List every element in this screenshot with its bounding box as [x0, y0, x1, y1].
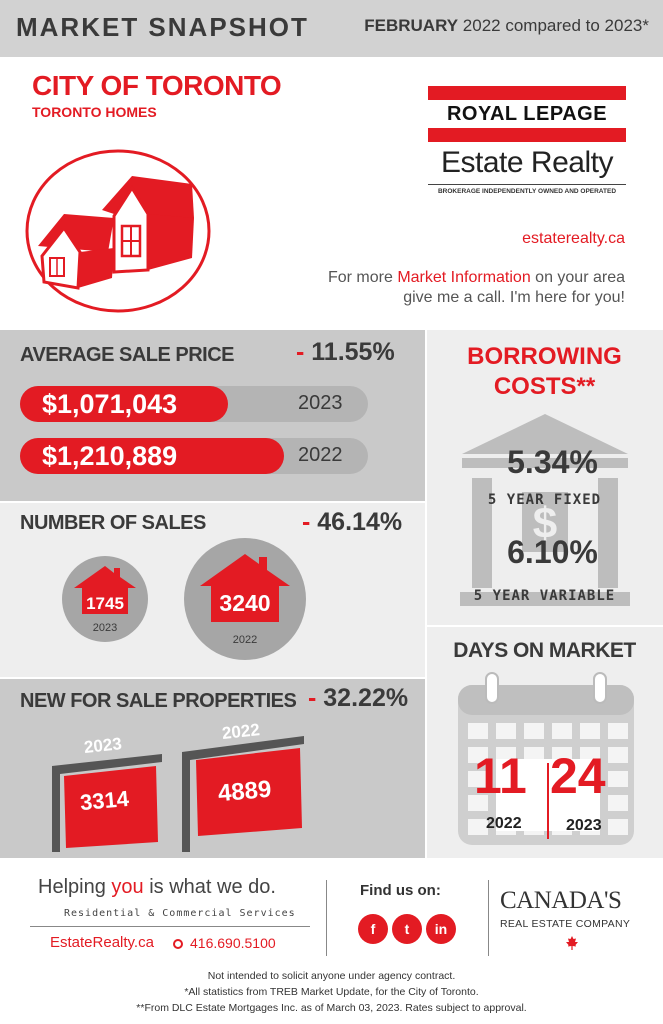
number-of-sales-title: NUMBER OF SALES	[20, 512, 206, 534]
price-year-2023: 2023	[298, 392, 343, 414]
slogan-suffix: is what we do.	[143, 876, 276, 898]
find-us-label: Find us on:	[360, 882, 441, 899]
new-sale-value-2023: 3314	[78, 785, 130, 816]
svg-text:$: $	[532, 499, 558, 548]
page-title: MARKET SNAPSHOT	[16, 12, 309, 42]
website-link[interactable]: estaterealty.ca	[522, 230, 625, 247]
company-name: CANADA'S	[500, 887, 622, 914]
houses-illustration-icon	[24, 148, 212, 314]
sales-circle-2022	[184, 538, 306, 660]
panel-divider	[0, 501, 426, 503]
footer-services: Residential & Commercial Services	[64, 908, 296, 919]
price-year-2022: 2022	[298, 444, 343, 466]
sales-value-2022: 3240	[219, 590, 271, 616]
city-title: CITY OF TORONTO	[32, 70, 282, 101]
new-for-sale-title: NEW FOR SALE PROPERTIES	[20, 690, 297, 712]
sales-circle-2023	[62, 556, 148, 642]
royal-lepage-logo	[428, 86, 626, 204]
footer-divider	[326, 880, 327, 956]
days-on-market-panel	[426, 625, 663, 858]
footer-website-link[interactable]: EstateRealty.ca	[50, 934, 154, 951]
city-subtitle: TORONTO HOMES	[32, 104, 157, 120]
change-value: 32.22%	[323, 684, 409, 712]
new-sale-value-2022: 4889	[216, 775, 273, 808]
variable-rate: 6.10%	[507, 534, 598, 570]
footer-divider	[488, 880, 489, 956]
sales-value-2023: 1745	[86, 594, 124, 613]
change-value: 11.55%	[311, 338, 395, 366]
variable-rate-label: 5 YEAR VARIABLE	[473, 588, 616, 604]
logo-name: Estate Realty	[441, 146, 613, 179]
price-bar-2023: $1,071,043	[20, 386, 228, 422]
panel-divider	[0, 677, 426, 679]
number-of-sales-change	[302, 508, 402, 537]
fixed-rate: 5.34%	[507, 444, 598, 480]
borrowing-title-line2: COSTS**	[493, 373, 596, 400]
slogan-highlight: you	[111, 876, 144, 898]
logo-brand: ROYAL LEPAGE	[428, 100, 626, 128]
change-sign: -	[296, 338, 305, 366]
sales-year-2023: 2023	[92, 622, 118, 634]
header-month: FEBRUARY	[364, 16, 459, 35]
header-period	[364, 16, 649, 36]
new-for-sale-panel	[0, 678, 426, 858]
borrowing-title-line1: BORROWING	[467, 343, 622, 370]
info-highlight: Market Information	[397, 269, 531, 286]
fixed-rate-label: 5 YEAR FIXED	[487, 492, 602, 508]
slogan-prefix: Helping	[38, 876, 112, 898]
maple-leaf-icon	[565, 936, 579, 950]
new-sale-year-2023: 2023	[83, 734, 123, 757]
bank-icon	[458, 412, 632, 612]
new-sale-year-2022: 2022	[221, 720, 261, 743]
change-sign: -	[308, 684, 317, 712]
disclaimer-line: *All statistics from TREB Market Update, for the City of Toronto.	[184, 986, 479, 998]
header-comparison: 2022 compared to 2023*	[462, 16, 649, 35]
average-sale-price-title: AVERAGE SALE PRICE	[20, 344, 234, 366]
borrowing-costs-title	[426, 342, 663, 402]
footer-slogan	[38, 876, 276, 899]
dom-year-2023: 2023	[566, 817, 602, 834]
footer-rule	[30, 926, 310, 927]
logo-divider	[428, 184, 626, 185]
dom-value-2023: 24	[550, 748, 606, 804]
linkedin-icon[interactable]: in	[426, 914, 456, 944]
days-on-market-title: DAYS ON MARKET	[453, 639, 636, 662]
dom-value-2022: 11	[474, 748, 527, 804]
change-sign: -	[302, 508, 311, 536]
logo-tagline: BROKERAGE INDEPENDENTLY OWNED AND OPERATED	[437, 188, 617, 195]
company-subtitle: REAL ESTATE COMPANY	[500, 918, 631, 930]
disclaimer-line: **From DLC Estate Mortgages Inc. as of March 03, 2023. Rates subject to approval.	[136, 1002, 527, 1014]
panel-divider	[425, 330, 427, 858]
new-for-sale-change	[308, 684, 408, 713]
info-prefix: For more	[327, 269, 398, 286]
footer-phone[interactable]: 416.690.5100	[190, 935, 276, 951]
twitter-icon[interactable]: t	[392, 914, 422, 944]
facebook-icon[interactable]: f	[358, 914, 388, 944]
price-bar-2022: $1,210,889	[20, 438, 284, 474]
phone-bullet-icon	[172, 938, 184, 950]
header-bar	[0, 0, 663, 57]
info-text	[305, 268, 625, 308]
average-sale-price-change	[296, 338, 395, 367]
number-of-sales-panel	[0, 502, 426, 678]
sales-year-2022: 2022	[232, 634, 258, 646]
disclaimer-line: Not intended to solicit anyone under agency contract.	[207, 970, 456, 982]
average-sale-price-panel	[0, 330, 426, 502]
borrowing-costs-panel	[426, 330, 663, 625]
change-value: 46.14%	[317, 508, 403, 536]
dom-year-2022: 2022	[486, 815, 522, 832]
info-suffix: on your area give me a call. I'm here for you!	[403, 269, 625, 306]
